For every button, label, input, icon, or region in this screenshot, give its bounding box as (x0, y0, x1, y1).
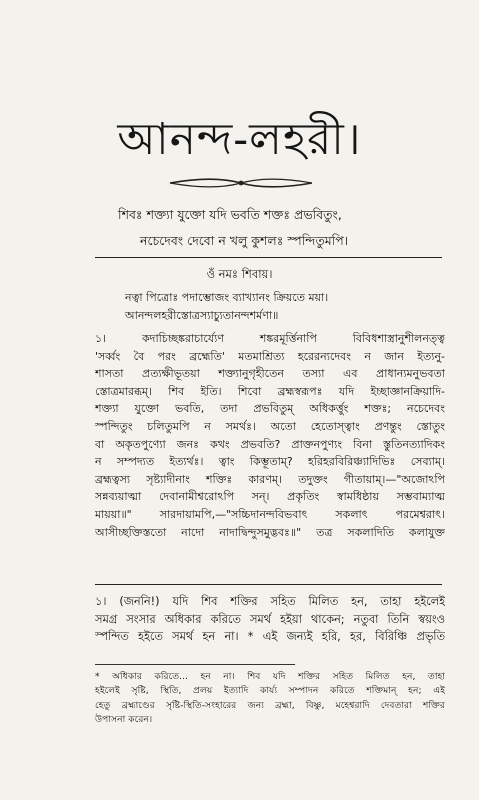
commentary-line: স্তোত্রমারব্ধম্। শিব ইতি। শিবো ব্রহ্মস্বরূপঃ যদি ইচ্ছাজ্ঞানক্রিয়াদি- (95, 384, 445, 398)
translation-line: সমগ্র সংসার অধিকার করিতে সমর্থ হইয়া থাকেন; নতুবা তিনি স্বয়ংও (95, 612, 445, 626)
commentary-line: বা অকৃতপুণ্যো জনঃ কথং প্রভবতি? প্রাক্তনপুণ্যং বিনা স্তুতিনত্যাদিকং (95, 437, 445, 451)
invocation: ওঁ নমঃ শিবায়। (206, 267, 273, 281)
footnote (95, 670, 445, 728)
footnote-line: উপাসনা করেন। (95, 714, 153, 726)
footnote-line: * অধিকার করিতে... হন না। শিব যদি শক্তির সহিত মিলিত হন, তাহা (95, 671, 445, 682)
footnote-line: হইলেই সৃষ্টি, স্থিতি, প্রলয় ইত্যাদি কার্য্য সম্পাদন করিতে শক্তিমান্ হন; এই (95, 685, 445, 697)
divider (95, 584, 442, 585)
commentary-line: ব্রহ্মত্বস্য সৃষ্ট্যাদীনাং শক্তিঃ কারণম্। তদুক্তং গীতায়াম্।—"অজোঽপি (95, 472, 445, 486)
commentary-line: ১। কদাচিচ্ছঙ্করাচার্য্যেণ শঙ্করমূর্ত্তিনাপি বিবিধশাস্ত্রানুশীলনত্ত্ব (95, 332, 445, 345)
bengali-translation (95, 593, 445, 646)
commentary-line: মায়য়া॥" সারদায়ামপি,—"সচ্চিদানন্দবিভবাৎ সকলাৎ পরমেশ্বরাৎ। (95, 507, 445, 521)
commentary-line: 'সর্ব্বং বৈ পরং ব্রহ্মেতি' মতমাশ্রিত্য হরেরন্যদেবং ন জান ইত্যনু- (95, 349, 445, 363)
footnote-divider (95, 664, 295, 665)
footnote-line: হেতু ব্রহ্মাণ্ডের সৃষ্টি-স্থিতি-সংহারের জন্য ব্রহ্মা, বিষ্ণু, মহেশ্বরাদি দেবতারা শক্তির (95, 699, 445, 711)
page-title: আনন্দ-লহরী। (117, 114, 362, 165)
translation-line: ১। (জননি!) যদি শিব শক্তির সহিত মিলিত হন, তাহা হইলেই (95, 595, 445, 608)
sanskrit-intro-line: নত্বা পিত্রোঃ পদাম্ভোজং ব্যাখ্যানং ক্রিয়তে ময়া। (125, 291, 329, 304)
sanskrit-intro-line: আনন্দলহরীস্তোত্রস্যাচ্যুতানন্দশর্মণা॥ (125, 309, 279, 322)
divider (95, 257, 442, 258)
commentary-line: শক্ত্যা যুক্তো ভবতি, তদা প্রভবিতুম্ অধিকর্ত্তুং শক্তঃ; নচেদেবং (95, 402, 445, 416)
commentary-line: সন্নব্যয়াত্মা দেবানামীশ্বরোঽপি সন্। প্রকৃতিং স্বামধিষ্ঠায় সম্ভবাম্যাত্ম (95, 490, 445, 504)
verse-line-1: শিবঃ শক্ত্যা যুক্তো যদি ভবতি শক্তঃ প্রভবিতুং, (118, 207, 342, 222)
commentary-line: ন সম্পদ্যত ইত্যর্থঃ। ত্বাং কিম্ভূতাম্? হরিহরবিরিঞ্চ্যাদিভিঃ সেব্যাম্। (95, 455, 445, 469)
translation-line: স্পন্দিত হইতে সমর্থ হন না। * এই জন্যই হরি, হর, বিরিঞ্চি প্রভৃতি (95, 630, 445, 643)
ornament-divider-icon (168, 176, 314, 190)
sanskrit-commentary (95, 330, 445, 541)
commentary-line: শাসতা প্রত্যক্ষীভূতয়া শক্ত্যানুগৃহীতেন তস্যা এব প্রাধান্যমনুভবতা (95, 367, 445, 381)
verse-line-2: নচেদেবং দেবো ন খলু কুশলঃ স্পন্দিতুমপি। (140, 233, 349, 248)
commentary-line: স্পন্দিতুং চলিতুমপি ন সমর্থঃ। অতো হেতোস্ত্বাং প্রণন্তুং স্তোতুং (95, 419, 445, 433)
commentary-line: আসীচ্ছক্তিস্ততো নাদো নাদাদ্বিন্দুসমুদ্ভবঃ॥" তত্র সকলাদিতি কলাযুক্ত (95, 525, 445, 539)
